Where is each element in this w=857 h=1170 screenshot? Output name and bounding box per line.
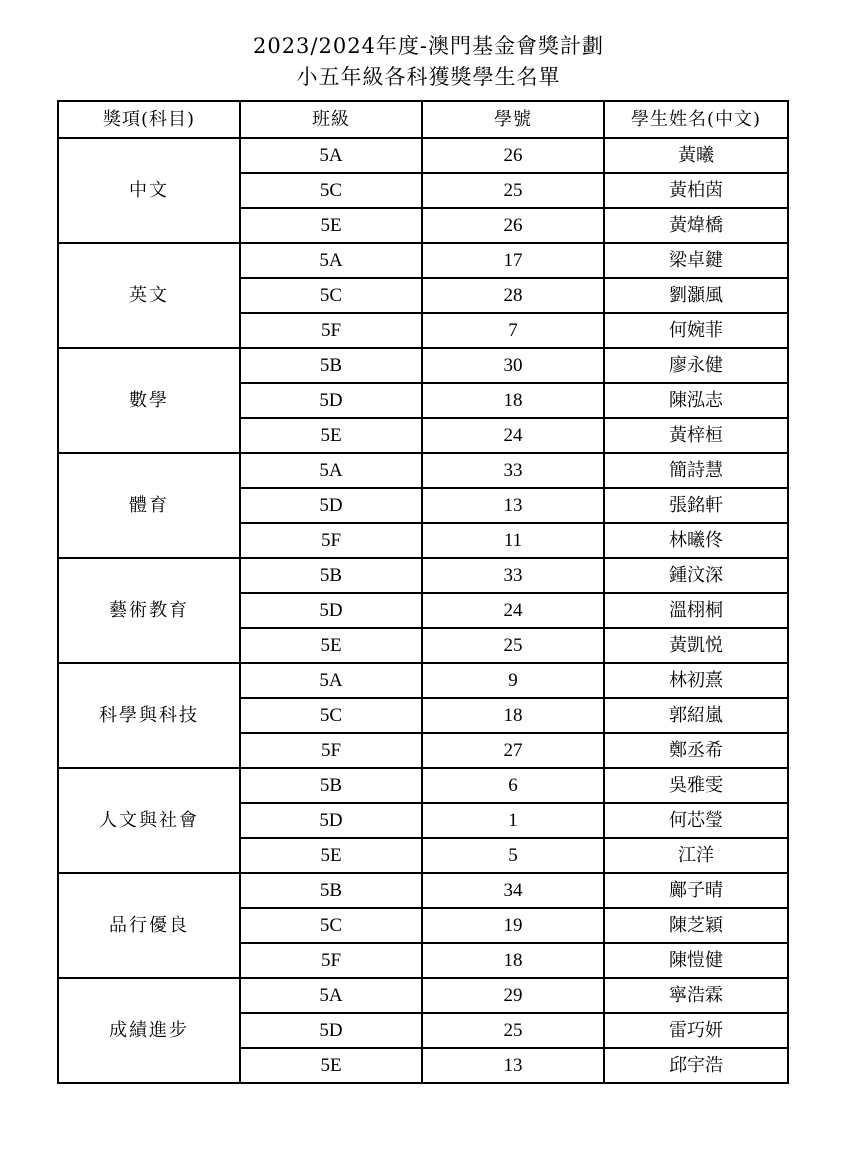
student-name-cell: 郭紹嵐: [604, 698, 788, 733]
student-name-cell: 溫栩桐: [604, 593, 788, 628]
class-cell: 5C: [240, 698, 422, 733]
student-name-cell: 陳芝穎: [604, 908, 788, 943]
student-number-cell: 27: [422, 733, 604, 768]
class-cell: 5E: [240, 1048, 422, 1083]
student-name-cell: 黃煒橋: [604, 208, 788, 243]
class-cell: 5D: [240, 488, 422, 523]
class-cell: 5E: [240, 418, 422, 453]
award-table: [57, 100, 789, 1084]
student-number-cell: 24: [422, 593, 604, 628]
student-name-cell: 黃凱悦: [604, 628, 788, 663]
student-number-cell: 11: [422, 523, 604, 558]
student-number-cell: 24: [422, 418, 604, 453]
table-row: [58, 558, 788, 593]
student-number-cell: 28: [422, 278, 604, 313]
student-name-cell: 黃曦: [604, 138, 788, 173]
table-row: [58, 138, 788, 173]
student-name-cell: 邱宇浩: [604, 1048, 788, 1083]
table-row: [58, 348, 788, 383]
table-row: [58, 873, 788, 908]
student-name-cell: 陳愷健: [604, 943, 788, 978]
student-name-cell: 鄺子晴: [604, 873, 788, 908]
student-number-cell: 1: [422, 803, 604, 838]
student-number-cell: 34: [422, 873, 604, 908]
student-number-cell: 25: [422, 1013, 604, 1048]
class-cell: 5E: [240, 208, 422, 243]
class-cell: 5C: [240, 908, 422, 943]
student-number-cell: 13: [422, 488, 604, 523]
class-cell: 5C: [240, 173, 422, 208]
student-number-cell: 6: [422, 768, 604, 803]
header-student-number: 學號: [422, 101, 604, 138]
table-row: [58, 453, 788, 488]
student-number-cell: 17: [422, 243, 604, 278]
student-number-cell: 9: [422, 663, 604, 698]
student-number-cell: 29: [422, 978, 604, 1013]
award-category-cell: 人文與社會: [58, 768, 240, 873]
class-cell: 5E: [240, 838, 422, 873]
student-number-cell: 25: [422, 628, 604, 663]
award-category-cell: 科學與科技: [58, 663, 240, 768]
document-subtitle: 小五年級各科獲獎學生名單: [296, 65, 561, 89]
award-category-cell: 品行優良: [58, 873, 240, 978]
student-name-cell: 黃柏茵: [604, 173, 788, 208]
student-name-cell: 何芯瑩: [604, 803, 788, 838]
student-number-cell: 33: [422, 558, 604, 593]
class-cell: 5A: [240, 453, 422, 488]
table-header-row: [58, 101, 788, 138]
student-name-cell: 何婉菲: [604, 313, 788, 348]
student-number-cell: 7: [422, 313, 604, 348]
class-cell: 5F: [240, 943, 422, 978]
student-name-cell: 鄭丞希: [604, 733, 788, 768]
award-table-body: [58, 138, 788, 1083]
student-name-cell: 陳泓志: [604, 383, 788, 418]
student-number-cell: 18: [422, 698, 604, 733]
student-number-cell: 13: [422, 1048, 604, 1083]
award-category-cell: 英文: [58, 243, 240, 348]
table-row: [58, 243, 788, 278]
class-cell: 5E: [240, 628, 422, 663]
student-number-cell: 30: [422, 348, 604, 383]
class-cell: 5D: [240, 593, 422, 628]
student-name-cell: 梁卓鍵: [604, 243, 788, 278]
student-name-cell: 鍾汶深: [604, 558, 788, 593]
student-name-cell: 廖永健: [604, 348, 788, 383]
student-name-cell: 簡詩慧: [604, 453, 788, 488]
header-award-subject: 獎項(科目): [58, 101, 240, 138]
student-name-cell: 張銘軒: [604, 488, 788, 523]
award-category-cell: 藝術教育: [58, 558, 240, 663]
award-category-cell: 體育: [58, 453, 240, 558]
header-student-name: 學生姓名(中文): [604, 101, 788, 138]
table-row: [58, 978, 788, 1013]
student-name-cell: 雷巧妍: [604, 1013, 788, 1048]
student-name-cell: 江洋: [604, 838, 788, 873]
class-cell: 5B: [240, 348, 422, 383]
student-number-cell: 26: [422, 208, 604, 243]
class-cell: 5D: [240, 1013, 422, 1048]
class-cell: 5F: [240, 523, 422, 558]
award-category-cell: 數學: [58, 348, 240, 453]
class-cell: 5F: [240, 733, 422, 768]
class-cell: 5B: [240, 873, 422, 908]
class-cell: 5A: [240, 243, 422, 278]
class-cell: 5A: [240, 978, 422, 1013]
student-number-cell: 5: [422, 838, 604, 873]
student-number-cell: 26: [422, 138, 604, 173]
class-cell: 5A: [240, 138, 422, 173]
award-category-cell: 中文: [58, 138, 240, 243]
table-row: [58, 768, 788, 803]
class-cell: 5D: [240, 383, 422, 418]
class-cell: 5B: [240, 558, 422, 593]
student-number-cell: 33: [422, 453, 604, 488]
student-number-cell: 18: [422, 383, 604, 418]
class-cell: 5B: [240, 768, 422, 803]
student-name-cell: 寧浩霖: [604, 978, 788, 1013]
table-row: [58, 663, 788, 698]
student-number-cell: 25: [422, 173, 604, 208]
class-cell: 5F: [240, 313, 422, 348]
student-name-cell: 林曦佟: [604, 523, 788, 558]
student-name-cell: 吳雅雯: [604, 768, 788, 803]
student-name-cell: 林初熹: [604, 663, 788, 698]
header-class: 班級: [240, 101, 422, 138]
award-category-cell: 成績進步: [58, 978, 240, 1083]
student-name-cell: 劉灝風: [604, 278, 788, 313]
document-title: 2023/2024年度-澳門基金會獎計劃: [252, 34, 605, 58]
student-number-cell: 19: [422, 908, 604, 943]
class-cell: 5D: [240, 803, 422, 838]
student-number-cell: 18: [422, 943, 604, 978]
student-name-cell: 黃梓桓: [604, 418, 788, 453]
class-cell: 5C: [240, 278, 422, 313]
class-cell: 5A: [240, 663, 422, 698]
